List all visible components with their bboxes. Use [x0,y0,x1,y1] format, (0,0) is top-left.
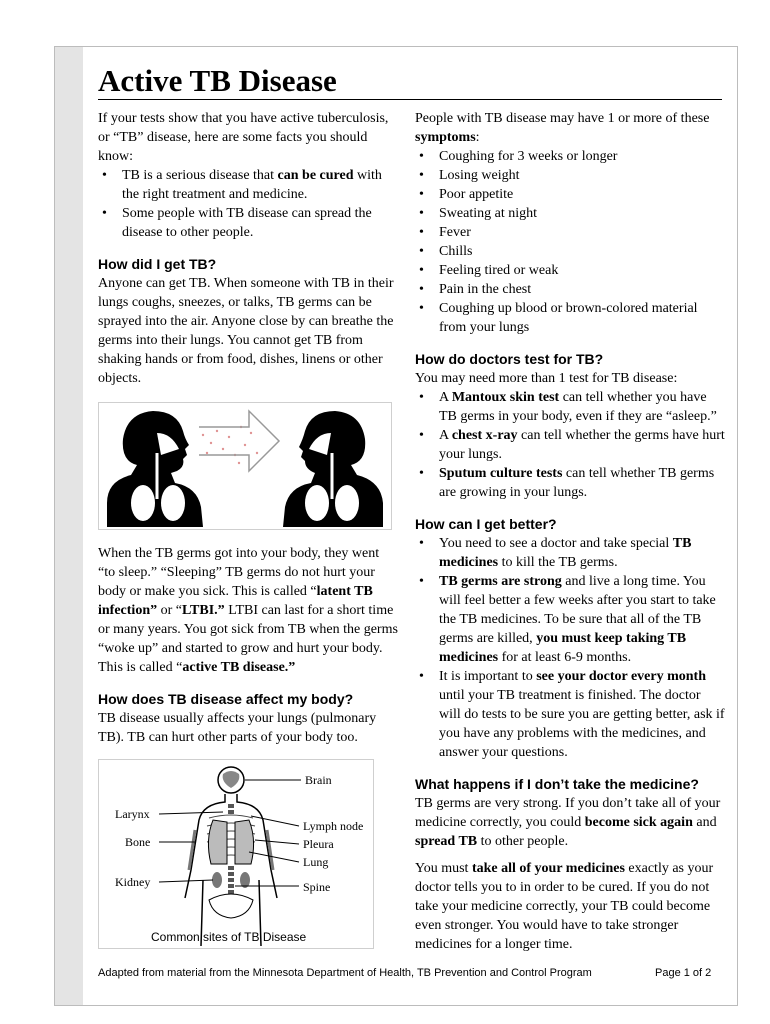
label-kidney: Kidney [115,875,151,889]
how-get-heading: How did I get TB? [98,256,217,272]
label-lymph-node: Lymph node [303,819,364,833]
better-list [415,534,725,762]
sleep-paragraph: When the TB germs got into your body, they went “to sleep.” “Sleeping” TB germs do not hurt your body or make you sick. This is called “latent TB infection” or “LTBI.” LTBI can last for a short time or many years. You got sick from TB when the germs “woke up” and started to grow and hurt your body. This is called “active TB disease.” [98,546,398,675]
footer-source: Adapted from material from the Minnesota Department of Health, TB Prevention and Control Program [98,967,592,979]
figure-caption: Common sites of TB Disease [151,930,307,944]
list-item: • Some people with TB disease can spread the disease to other people. [98,204,398,242]
happens-heading: What happens if I don’t take the medicine? [415,776,699,792]
test-list [415,388,725,502]
happens-paragraph-1: TB germs are very strong. If you don’t take all of your medicine correctly, you could become sick again and spread TB to other people. [415,796,721,849]
list-item: • Coughing for 3 weeks or longer [415,147,725,166]
test-heading: How do doctors test for TB? [415,351,604,367]
intro-list [98,166,398,242]
list-item: • Chills [415,242,725,261]
transmission-illustration [98,402,392,530]
test-intro: You may need more than 1 test for TB disease: [415,371,678,386]
footer-page-number: Page 1 of 2 [655,967,712,979]
left-margin-bar [55,47,83,1005]
list-item: • Feeling tired or weak [415,261,725,280]
list-item: • Coughing up blood or brown-colored material from your lungs [415,299,725,337]
document-page [54,46,738,1006]
list-item: • Pain in the chest [415,280,725,299]
label-brain: Brain [305,773,332,787]
list-item: • TB is a serious disease that can be cured with the right treatment and medicine. [98,166,398,204]
left-column [98,109,398,949]
affect-text: TB disease usually affects your lungs (pulmonary TB). TB can hurt other parts of your body too. [98,711,377,745]
label-bone: Bone [125,835,151,849]
list-item: • Sweating at night [415,204,725,223]
list-item: • A chest x-ray can tell whether the germs have hurt your lungs. [415,426,725,464]
list-item: • Poor appetite [415,185,725,204]
how-get-text: Anyone can get TB. When someone with TB in their lungs coughs, sneezes, or talks, TB germs can be sprayed into the air. Anyone close by can breathe the germs into their lungs. You cannot get TB from shaking hands or from food, dishes, linens or other objects. [98,276,394,386]
right-column [415,109,725,954]
happens-paragraph-2: You must take all of your medicines exactly as your doctor tells you to in order to be cured. If you do not take your medicine correctly, your TB could become even stronger. You would have to take stronger medicines for a longer time. [415,861,714,952]
page-title: Active TB Disease [98,63,337,98]
list-item: • Fever [415,223,725,242]
title-rule [98,99,722,100]
list-item: • It is important to see your doctor every month until your TB treatment is finished. The doctor will do tests to be sure you are getting better, ask if you have any problems with the medicines, and answer your questions. [415,667,725,762]
body-sites-figure [98,759,374,949]
better-heading: How can I get better? [415,516,557,532]
list-item: • You need to see a doctor and take special TB medicines to kill the TB germs. [415,534,725,572]
list-item: • Losing weight [415,166,725,185]
symptoms-intro: People with TB disease may have 1 or more of these symptoms: [415,111,710,145]
label-lung: Lung [303,855,329,869]
label-pleura: Pleura [303,837,334,851]
intro-paragraph: If your tests show that you have active tuberculosis, or “TB” disease, here are some facts you should know: [98,111,389,164]
label-spine: Spine [303,880,331,894]
symptoms-list [415,147,725,337]
label-larynx: Larynx [115,807,150,821]
list-item: • TB germs are strong and live a long time. You will feel better a few weeks after you start to take the TB medicines. To be sure that all of the TB germs are killed, you must keep taking TB medicines for at least 6-9 months. [415,572,725,667]
affect-heading: How does TB disease affect my body? [98,691,354,707]
list-item: • A Mantoux skin test can tell whether you have TB germs in your body, even if they are “asleep.” [415,388,725,426]
list-item: • Sputum culture tests can tell whether TB germs are growing in your lungs. [415,464,725,502]
